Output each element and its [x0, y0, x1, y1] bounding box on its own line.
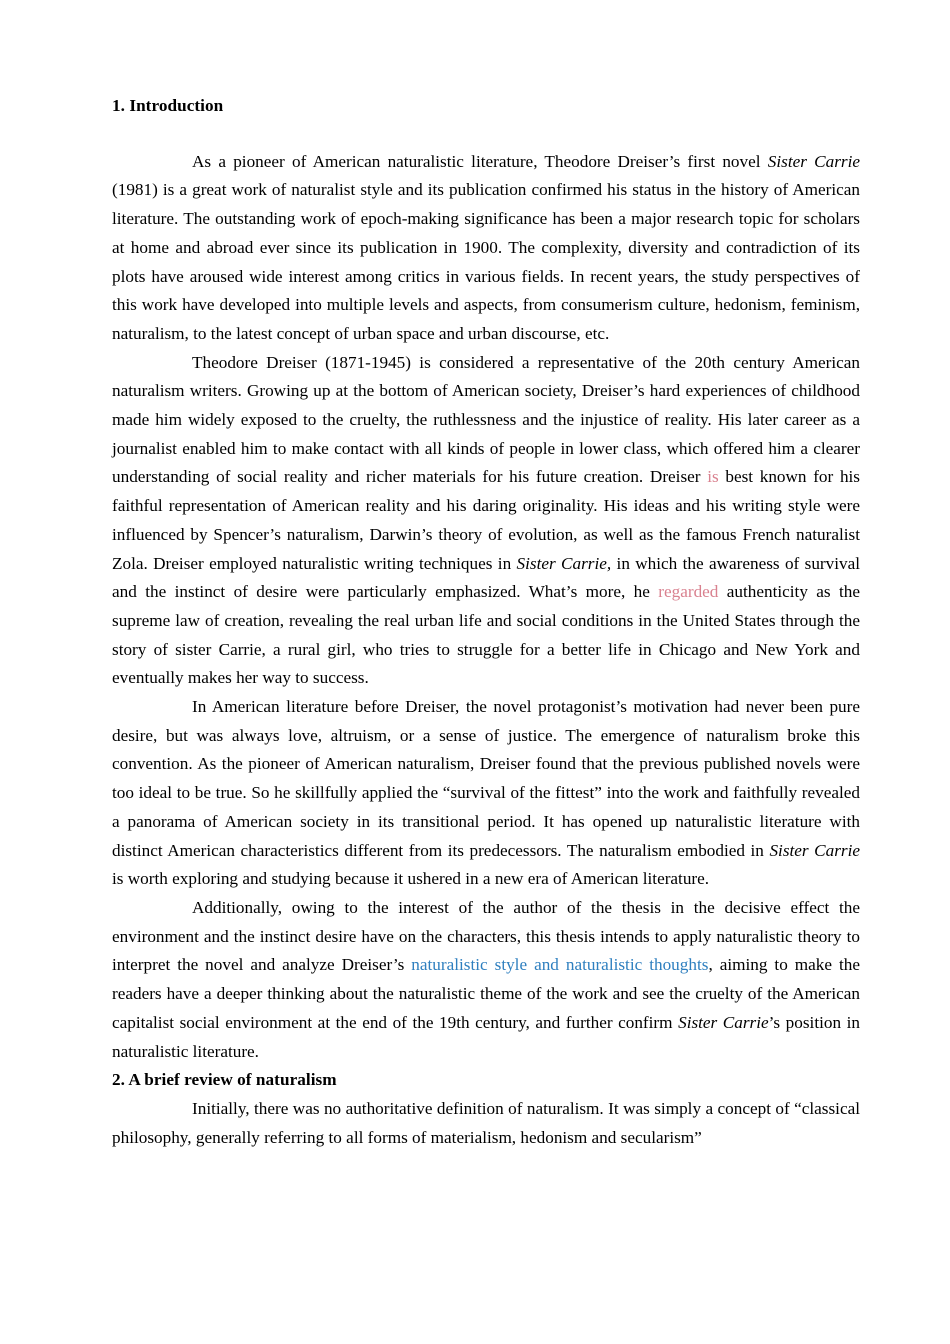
paragraph-3: In American literature before Dreiser, the novel protagonist’s motivation had never been pure desire, but was always love, altruism, or a sense of justice. The emergence of naturalism broke this convention. As the pioneer of American naturalism, Dreiser found that the previous published novels were too ideal to be true. So he skillfully applied the “survival of the fittest” into the work and faithfully revealed a panorama of American society in its transitional period. It has opened up naturalistic literature with distinct American characteristics different from its predecessors. The naturalism embodied in Sister Carrie is worth exploring and studying because it ushered in a new era of American literature. [112, 697, 860, 889]
text-run-italic: Sister Carrie, [516, 553, 612, 573]
paragraph-2: Theodore Dreiser (1871-1945) is considered a representative of the 20th century American naturalism writers. Growing up at the bottom of American society, Dreiser’s hard experiences of childhood made him widely exposed to the cruelty, the ruthlessness and the injustice of reality. His later career as a journalist enabled him to make contact with all kinds of people in lower class, which offered him a clearer understanding of social reality and richer materials for his future creation. Dreiser is best known for his faithful representation of American reality and his daring originality. His ideas and his writing style were influenced by Spencer’s naturalism, Darwin’s theory of evolution, as well as the famous French naturalist Zola. Dreiser employed naturalistic writing techniques in Sister Carrie, in which the awareness of survival and the instinct of desire were particularly emphasized. What’s more, he regarded authenticity as the supreme law of creation, revealing the real urban life and social conditions in the United States through the story of sister Carrie, a rural girl, who tries to struggle for a better life in Chicago and New York and eventually makes her way to success. [112, 352, 861, 688]
paragraph-4: Additionally, owing to the interest of the author of the thesis in the decisive effect the environment and the instinct desire have on the characters, this thesis intends to apply naturalistic theory to interpret the novel and analyze Dreiser’s naturalistic style and naturalistic thoughts, aiming to make the readers have a deeper thinking about the naturalistic theme of the work and see the cruelty of the American capitalist social environment at the end of the 19th century, and further confirm Sister Carrie’s position in naturalistic literature. [112, 897, 860, 1061]
text-run-red: regarded [658, 582, 719, 602]
text-run-italic: Sister Carrie [769, 840, 860, 860]
text-run-blue: naturalistic style and naturalistic thoughts [411, 955, 709, 975]
paragraph-1: As a pioneer of American naturalistic literature, Theodore Dreiser’s first novel Sister Carrie (1981) is a great work of naturalist style and its publication confirmed his status in the history of American literature. The outstanding work of epoch-making significance has been a major research topic for scholars at home and abroad ever since its publication in 1900. The complexity, diversity and contradiction of its plots have aroused wide interest among critics in various fields. In recent years, the study perspectives of this work have developed into multiple levels and aspects, from consumerism culture, hedonism, feminism, naturalism, to the latest concept of urban space and urban discourse, etc. [112, 151, 860, 343]
text-run-italic: Sister Carrie [678, 1012, 769, 1032]
text-run-red: is [707, 467, 719, 487]
section-heading-brief-review-of-naturalism: 2. A brief review of naturalism [112, 1070, 337, 1090]
text-run-italic: Sister Carrie [767, 151, 860, 171]
document-text-body [112, 92, 860, 1152]
section-heading-introduction: 1. Introduction [112, 96, 224, 115]
paragraph-5: Initially, there was no authoritative definition of naturalism. It was simply a concept of “classical philosophy, generally referring to all forms of materialism, hedonism and secularism” [112, 1098, 860, 1147]
